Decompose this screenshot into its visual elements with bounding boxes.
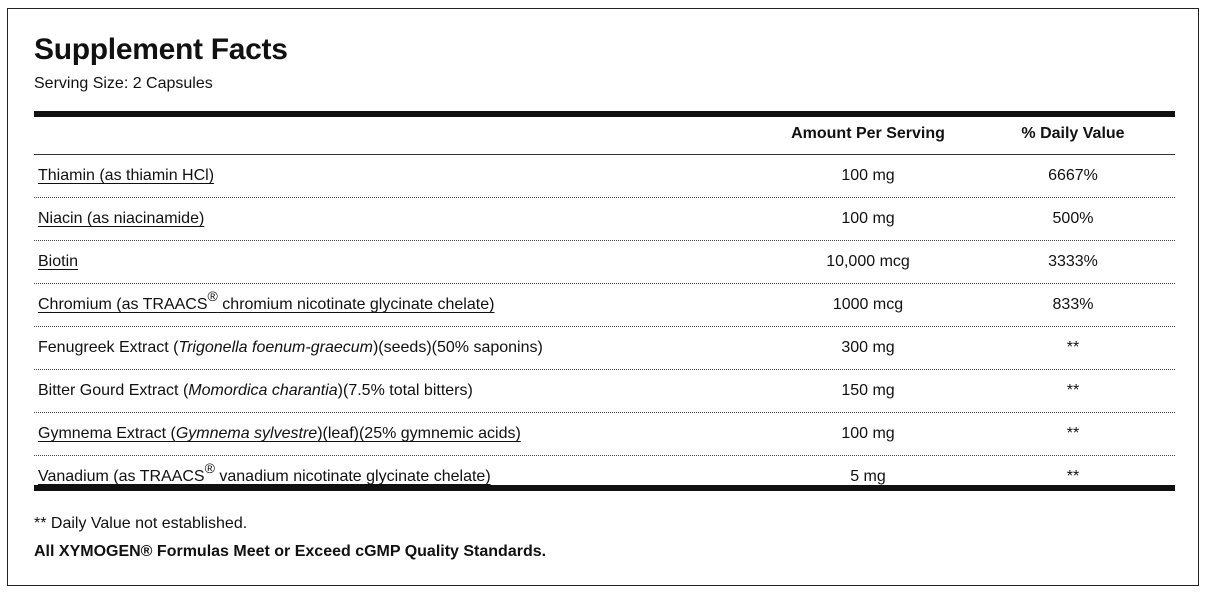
table-row xyxy=(34,155,1175,198)
ingredient-name xyxy=(38,424,521,444)
ingredient-name-part: )(seeds)(50% saponins) xyxy=(372,339,543,356)
table-row xyxy=(34,370,1175,413)
supplement-facts-panel xyxy=(7,8,1199,586)
ingredient-daily-value: ** xyxy=(1066,339,1080,356)
table-row xyxy=(34,413,1175,456)
ingredient-name-part: Chromium (as TRAACS xyxy=(38,296,208,313)
ingredient-daily-value: 500% xyxy=(1052,210,1094,227)
ingredient-daily-value: 833% xyxy=(1052,296,1094,313)
ingredient-daily-value: ** xyxy=(1066,382,1080,399)
ingredient-name-part: vanadium nicotinate glycinate chelate) xyxy=(214,468,491,485)
ingredient-name-part: Fenugreek Extract ( xyxy=(38,339,179,356)
ingredient-name-part: chromium nicotinate glycinate chelate) xyxy=(217,296,495,313)
table-row xyxy=(34,327,1175,370)
ingredient-amount: 5 mg xyxy=(850,468,886,485)
ingredient-amount: 300 mg xyxy=(841,339,895,356)
ingredient-amount: 100 mg xyxy=(841,167,895,184)
ingredient-name: Thiamin (as thiamin HCl) xyxy=(38,167,215,184)
ingredient-amount: 100 mg xyxy=(841,425,895,442)
botanical-name: Trigonella foenum-graecum xyxy=(178,339,373,356)
ingredient-daily-value: ** xyxy=(1066,425,1080,442)
bottom-thick-rule xyxy=(34,485,1175,491)
nutrient-table xyxy=(34,155,1175,496)
ingredient-daily-value: 6667% xyxy=(1048,167,1098,184)
ingredient-name xyxy=(38,338,543,358)
ingredient-name xyxy=(38,381,473,401)
amount-column-header: Amount Per Serving xyxy=(791,125,945,142)
ingredient-daily-value: 3333% xyxy=(1048,253,1098,270)
ingredient-amount: 100 mg xyxy=(841,210,895,227)
ingredient-amount: 10,000 mcg xyxy=(826,253,910,270)
ingredient-amount: 150 mg xyxy=(841,382,895,399)
ingredient-name-part: Vanadium (as TRAACS xyxy=(38,468,205,485)
table-row xyxy=(34,241,1175,284)
daily-value-footnote: ** Daily Value not established. xyxy=(34,515,248,532)
ingredient-name-part: )(leaf)(25% gymnemic acids) xyxy=(317,425,521,442)
ingredient-name-part: Bitter Gourd Extract ( xyxy=(38,382,189,399)
botanical-name: Momordica charantia xyxy=(188,382,338,399)
registered-mark: ® xyxy=(207,288,218,304)
panel-title: Supplement Facts xyxy=(34,33,288,66)
quality-standards-statement: All XYMOGEN® Formulas Meet or Exceed cGMP Quality Standards. xyxy=(34,543,547,560)
ingredient-amount: 1000 mcg xyxy=(832,296,904,313)
ingredient-daily-value: ** xyxy=(1066,468,1080,485)
serving-size: Serving Size: 2 Capsules xyxy=(34,75,213,92)
ingredient-name-part: )(7.5% total bitters) xyxy=(337,382,473,399)
top-thick-rule xyxy=(34,111,1175,117)
ingredient-name xyxy=(38,460,491,487)
table-row xyxy=(34,284,1175,327)
ingredient-name xyxy=(38,288,495,315)
ingredient-name: Niacin (as niacinamide) xyxy=(38,210,205,227)
table-row xyxy=(34,198,1175,241)
ingredient-name: Biotin xyxy=(38,253,79,270)
registered-mark: ® xyxy=(204,460,215,476)
ingredient-name-part: Gymnema Extract ( xyxy=(38,425,176,442)
botanical-name: Gymnema sylvestre xyxy=(175,425,318,442)
daily-value-column-header: % Daily Value xyxy=(1021,125,1125,142)
